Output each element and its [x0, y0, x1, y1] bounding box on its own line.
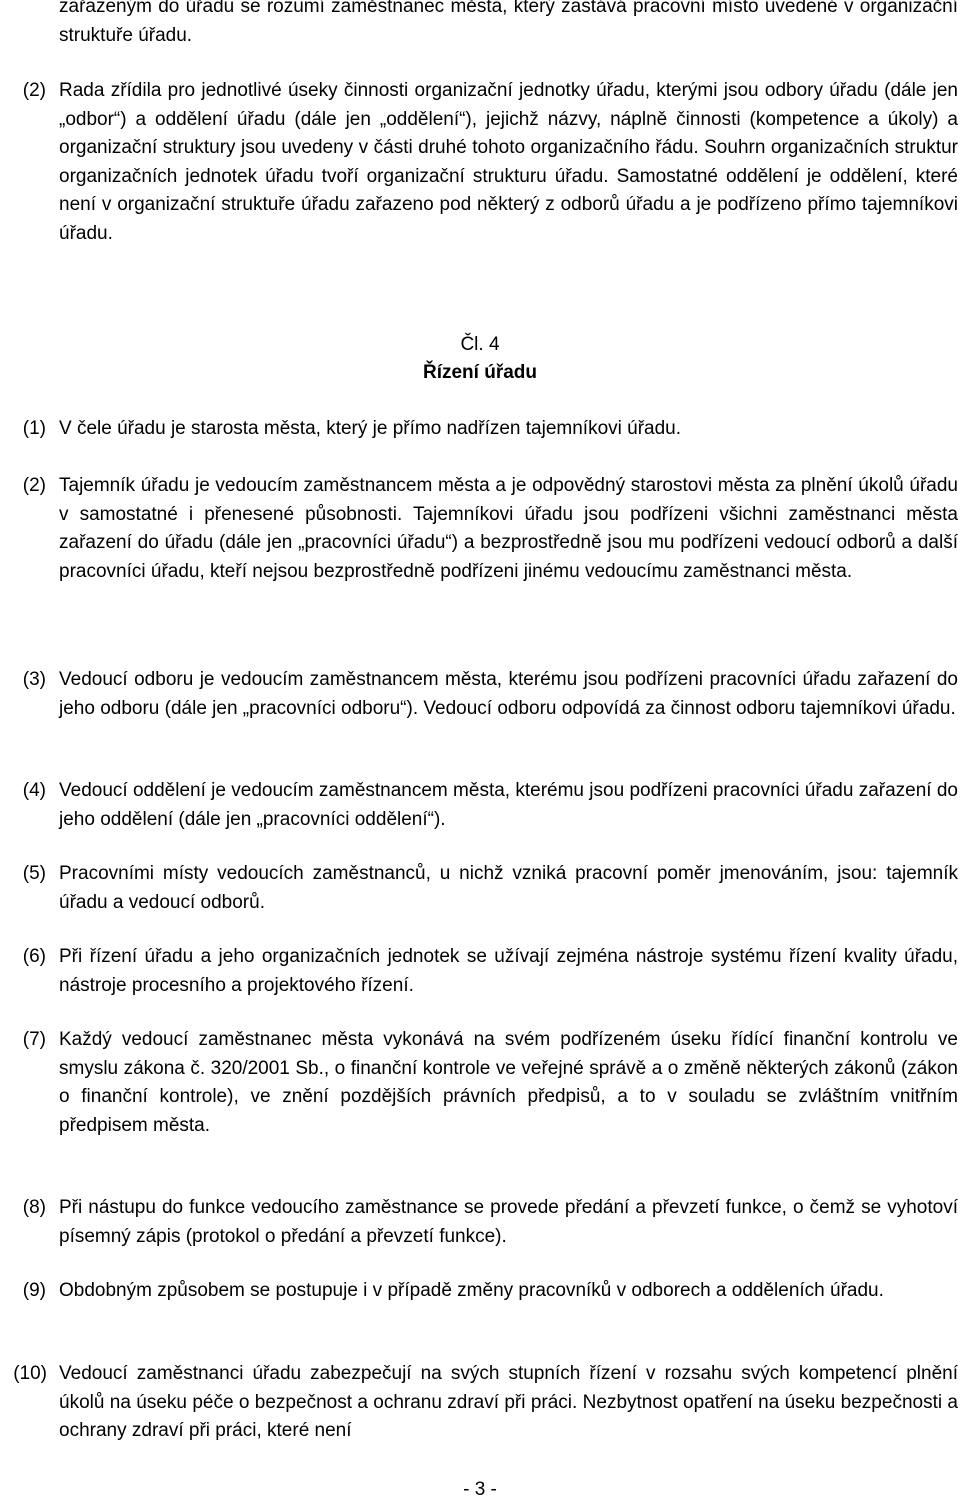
paragraph-text: Obdobným způsobem se postupuje i v případě změny pracovníků v odborech a odděleních úřadu.: [59, 1280, 884, 1301]
paragraph-text: V čele úřadu je starosta města, který je přímo nadřízen tajemníkovi úřadu.: [59, 418, 682, 439]
paragraph-text: Vedoucí zaměstnanci úřadu zabezpečují na svých stupních řízení v rozsahu svých kompetencí plnění úkolů na úseku péče o bezpečnost a ochranu zdraví při práci. Nezbytnost opatření na úseku bezpečnosti a ochrany zdraví při práci, které není: [59, 1363, 958, 1442]
paragraph-number: (4): [22, 780, 46, 801]
paragraph-2: [22, 472, 958, 586]
paragraph-text: Vedoucí oddělení je vedoucím zaměstnancem města, kterému jsou podřízeni pracovníci úřadu zařazení do jeho oddělení (dále jen „pracovníci oddělení“).: [59, 780, 958, 830]
paragraph-6: [22, 943, 958, 1000]
paragraph-number: (8): [22, 1197, 46, 1218]
paragraph-text: Tajemník úřadu je vedoucím zaměstnancem města a je odpovědný starostovi města za plnění úkolů úřadu v samostatné i přenesené působnosti. Tajemníkovi úřadu jsou podřízeni všichni zaměstnanci města zařazení do úřadu (dále jen „pracovníci úřadu“) a bezprostředně jsou mu podřízeni vedoucí odborů a další pracovníci úřadu, kteří nejsou bezprostředně podřízeni jinému vedoucímu zaměstnanci města.: [59, 475, 958, 582]
paragraph-5: [22, 860, 958, 917]
article-title: Řízení úřadu: [422, 362, 537, 383]
paragraph-number: (10): [13, 1363, 47, 1384]
paragraph-9: [22, 1277, 958, 1306]
page-number: - 3 -: [463, 1479, 497, 1500]
paragraph-number: (6): [22, 946, 46, 967]
paragraph-text: Při nástupu do funkce vedoucího zaměstnance se provede předání a převzetí funkce, o čemž se vyhotoví písemný zápis (protokol o předání a převzetí funkce).: [59, 1197, 958, 1247]
paragraph-text: Pracovními místy vedoucích zaměstnanců, u nichž vzniká pracovní poměr jmenováním, jsou: tajemník úřadu a vedoucí odborů.: [59, 863, 958, 913]
paragraph-number: (9): [22, 1280, 46, 1301]
paragraph-text: Každý vedoucí zaměstnanec města vykonává na svém podřízeném úseku řídící finanční kontrolu ve smyslu zákona č. 320/2001 Sb., o finanční kontrole ve veřejné správě a o změně některých zákonů (zákon o finanční kontrole), ve znění pozdějších právních předpisů, a to v souladu se zvláštním vnitřním předpisem města.: [59, 1029, 958, 1136]
paragraph-number: (3): [22, 669, 46, 690]
paragraph-3: [22, 666, 958, 723]
paragraph-4: [22, 777, 958, 834]
paragraph-10: [13, 1360, 958, 1446]
paragraph-1: [22, 415, 958, 444]
article3-paragraph-2: [22, 77, 958, 249]
paragraph-text: Vedoucí odboru je vedoucím zaměstnancem města, kterému jsou podřízeni pracovníci úřadu zařazení do jeho odboru (dále jen „pracovníci odboru“). Vedoucí odboru odpovídá za činnost odboru tajemníkovi úřadu.: [59, 669, 958, 719]
paragraph-7: [22, 1026, 958, 1140]
paragraph-number: (2): [22, 475, 46, 496]
paragraph-number: (5): [22, 863, 46, 884]
paragraph-number: (2): [22, 80, 46, 101]
intro-paragraph: zařazeným do úřadu se rozumí zaměstnanec města, který zastává pracovní místo uvedené v organizační struktuře úřadu.: [59, 0, 958, 46]
paragraph-number: (7): [22, 1029, 46, 1050]
paragraph-text: Rada zřídila pro jednotlivé úseky činnosti organizační jednotky úřadu, kterými jsou odbory úřadu (dále jen „odbor“) a oddělení úřadu (dále jen „oddělení“), jejichž názvy, náplně činnosti (kompetence a úkoly) a organizační struktury jsou uvedeny v části druhé tohoto organizačního řádu. Souhrn organizačních struktur organizačních jednotek úřadu tvoří organizační strukturu úřadu. Samostatné oddělení je oddělení, které není v organizační struktuře úřadu zařazeno pod některý z odborů úřadu a je podřízeno přímo tajemníkovi úřadu.: [59, 80, 958, 244]
paragraph-number: (1): [22, 418, 46, 439]
paragraph-8: [22, 1194, 958, 1251]
paragraph-text: Při řízení úřadu a jeho organizačních jednotek se užívají zejména nástroje systému řízení kvality úřadu, nástroje procesního a projektového řízení.: [59, 946, 958, 996]
article-number: Čl. 4: [460, 334, 500, 355]
